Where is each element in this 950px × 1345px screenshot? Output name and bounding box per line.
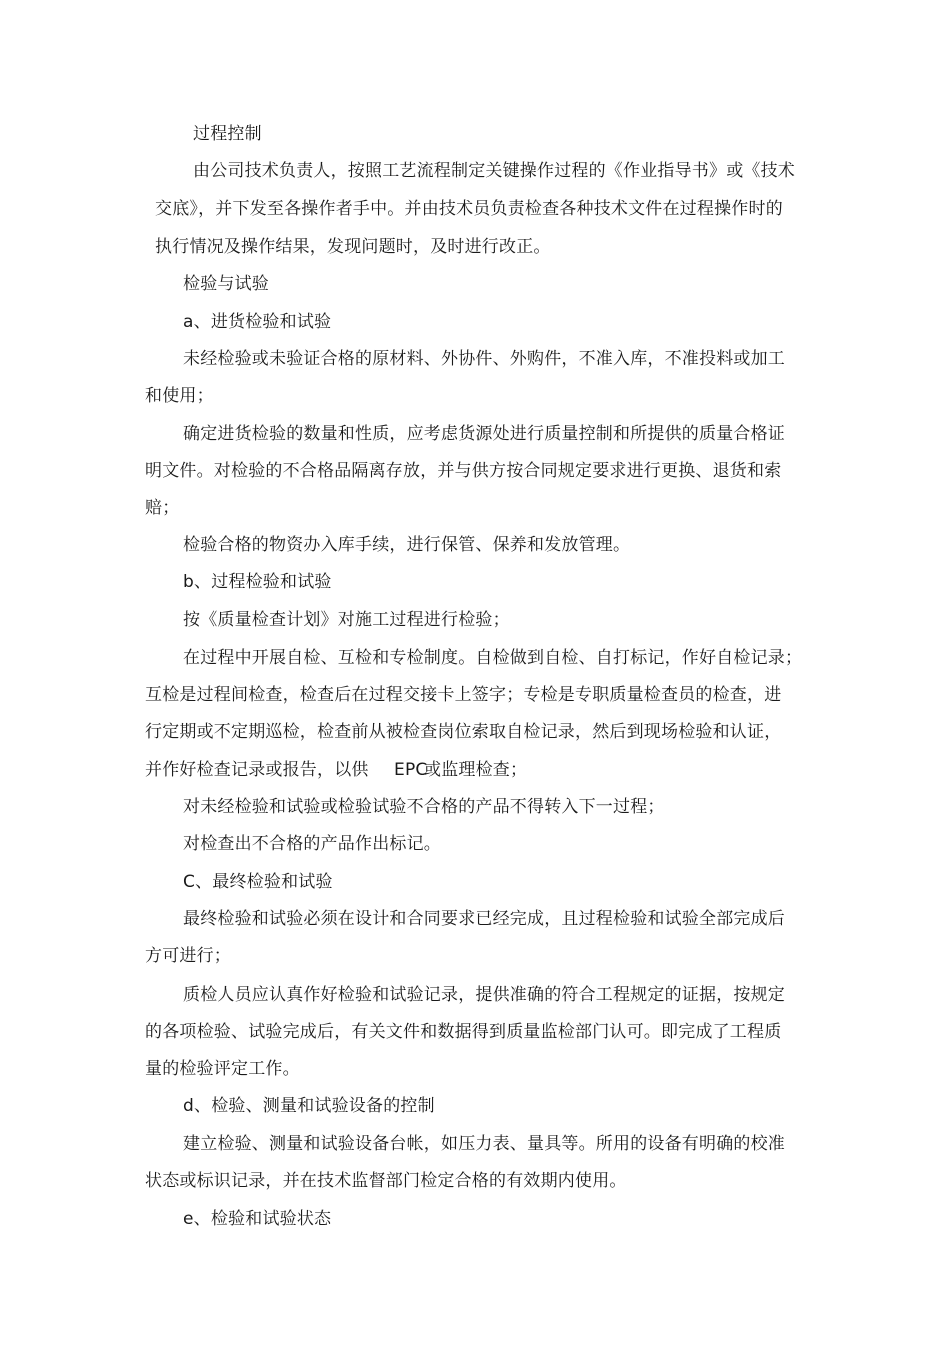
paragraph-line: 最终检验和试验必须在设计和合同要求已经完成，且过程检验和试验全部完成后 <box>183 909 785 929</box>
subsection-heading: C、最终检验和试验 <box>183 872 333 892</box>
paragraph-line: 未经检验或未验证合格的原材料、外协件、外购件，不准入库，不准投料或加工 <box>183 349 785 369</box>
paragraph-line: 确定进货检验的数量和性质，应考虑货源处进行质量控制和所提供的质量合格证 <box>183 424 785 444</box>
section-heading: 检验与试验 <box>183 274 269 294</box>
subsection-heading: e、检验和试验状态 <box>183 1209 332 1229</box>
paragraph-line: 赔； <box>145 498 180 518</box>
paragraph-line: 对检查出不合格的产品作出标记。 <box>183 834 441 854</box>
paragraph-line: 状态或标识记录，并在技术监督部门检定合格的有效期内使用。 <box>145 1171 627 1191</box>
subsection-heading: b、过程检验和试验 <box>183 572 332 592</box>
subsection-heading: d、检验、测量和试验设备的控制 <box>183 1096 435 1116</box>
epc-term: EPC <box>394 760 428 780</box>
paragraph-line: 和使用； <box>145 386 214 406</box>
paragraph-line: 互检是过程间检查，检查后在过程交接卡上签字；专检是专职质量检查员的检查，进 <box>145 685 782 705</box>
paragraph-line: 并作好检查记录或报告，以供 <box>145 760 369 780</box>
paragraph-line: 建立检验、测量和试验设备台帐，如压力表、量具等。所用的设备有明确的校准 <box>183 1134 785 1154</box>
paragraph-line: 行定期或不定期巡检，检查前从被检查岗位索取自检记录，然后到现场检验和认证， <box>145 722 782 742</box>
paragraph-line: 或监理检查； <box>424 760 528 780</box>
paragraph-line: 质检人员应认真作好检验和试验记录，提供准确的符合工程规定的证据，按规定 <box>183 985 785 1005</box>
section-heading: 过程控制 <box>193 124 262 144</box>
paragraph-line: 明文件。对检验的不合格品隔离存放，并与供方按合同规定要求进行更换、退货和索 <box>145 461 782 481</box>
paragraph-line: 交底》，并下发至各操作者手中。并由技术员负责检查各种技术文件在过程操作时的 <box>155 199 783 219</box>
paragraph-line: 检验合格的物资办入库手续，进行保管、保养和发放管理。 <box>183 535 631 555</box>
paragraph-line: 按《质量检查计划》对施工过程进行检验； <box>183 610 510 630</box>
paragraph-line: 在过程中开展自检、互检和专检制度。自检做到自检、自打标记，作好自检记录； <box>183 648 803 668</box>
subsection-heading: a、进货检验和试验 <box>183 312 332 332</box>
paragraph-line: 由公司技术负责人，按照工艺流程制定关键操作过程的《作业指导书》或《技术 <box>193 161 795 181</box>
paragraph-line: 的各项检验、试验完成后，有关文件和数据得到质量监检部门认可。即完成了工程质 <box>145 1022 782 1042</box>
paragraph-line: 量的检验评定工作。 <box>145 1059 300 1079</box>
paragraph-line: 对未经检验和试验或检验试验不合格的产品不得转入下一过程； <box>183 797 665 817</box>
paragraph-line: 执行情况及操作结果，发现问题时，及时进行改正。 <box>155 237 551 257</box>
paragraph-line: 方可进行； <box>145 946 231 966</box>
